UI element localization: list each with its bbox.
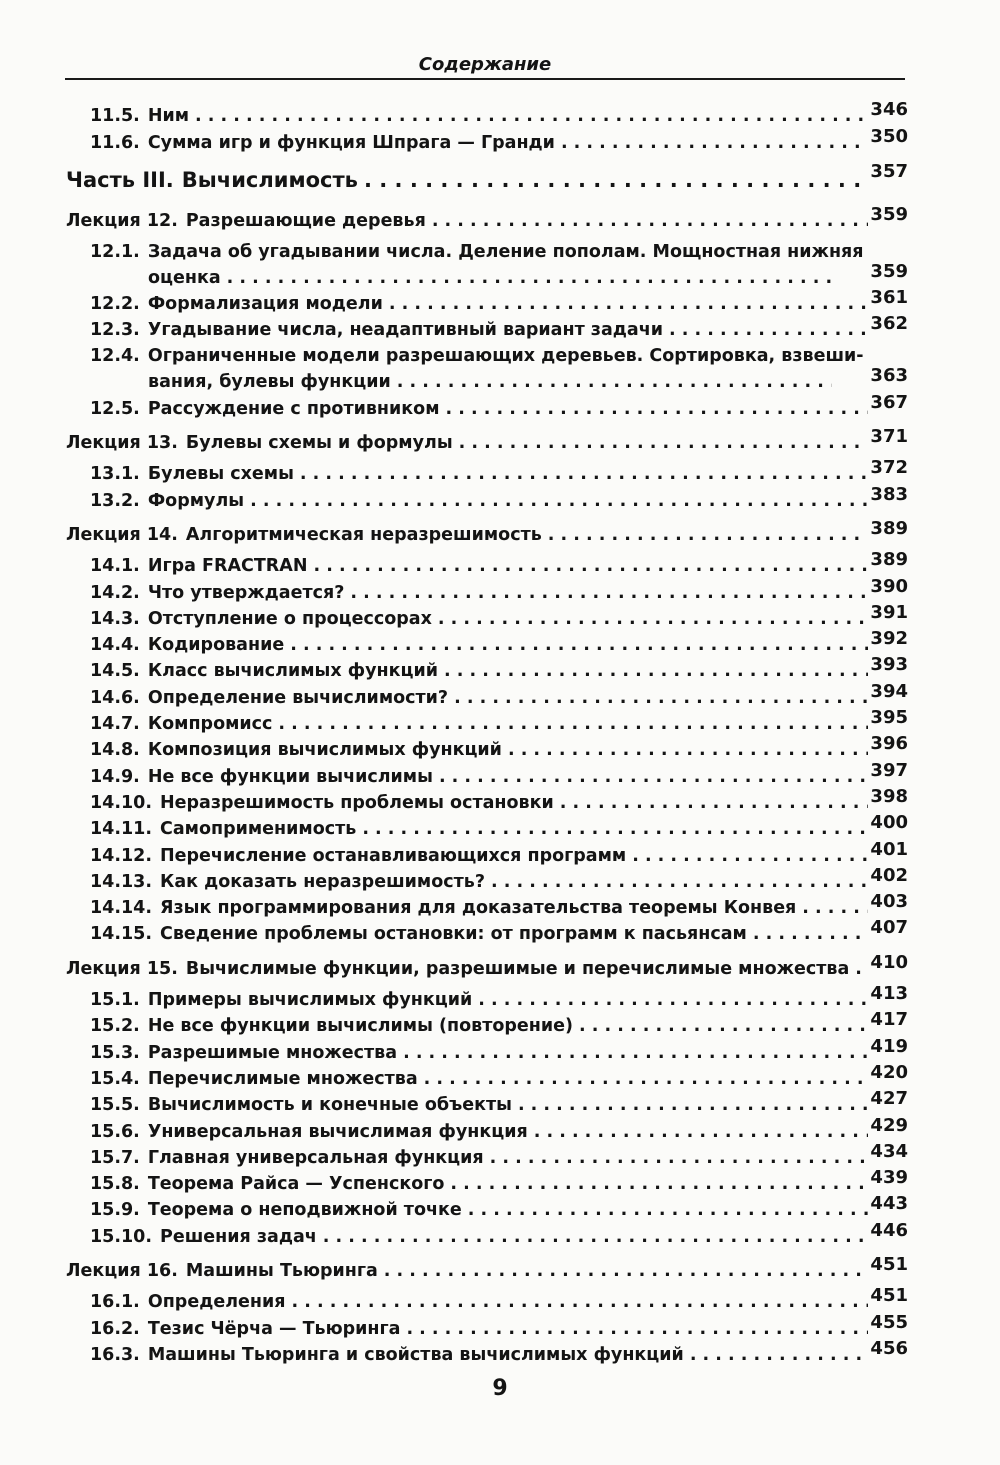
dot-leader [855, 956, 868, 982]
toc-entry-title: Решения задач [160, 1226, 317, 1247]
toc-entry-number: 16.1. [90, 1292, 140, 1313]
toc-entry-title: Перечислимые множества [147, 1068, 418, 1089]
dot-leader [534, 1119, 868, 1145]
toc-entry-page: 434 [870, 1140, 908, 1162]
toc-entry-number: 12.4. [90, 346, 140, 367]
dot-leader [518, 1092, 868, 1118]
toc-section-row [0, 313, 1000, 343]
toc-entry-title: Ним [147, 106, 190, 127]
dot-leader [364, 160, 868, 200]
toc-entry-page: 401 [870, 838, 908, 860]
toc-entry-page: 397 [870, 759, 908, 781]
toc-entry-title-continued: оценка [148, 267, 221, 288]
toc-entry-page: 389 [870, 517, 908, 539]
toc-section-row [0, 1311, 1000, 1341]
dot-leader [362, 816, 868, 842]
toc-entry-title: Формализация модели [147, 294, 383, 315]
toc-section-row [0, 983, 1000, 1013]
toc-entry-number: 15.1. [90, 990, 140, 1011]
dot-leader [313, 553, 868, 579]
toc-entry-title-continued: вания, булевы функции [148, 372, 391, 393]
toc-entry-page: 350 [870, 125, 908, 147]
toc-entry-page: 346 [870, 99, 908, 121]
toc-section-row [0, 917, 1000, 947]
toc-section-row [0, 239, 1000, 291]
toc-entry-title: Теорема Райса — Успенского [147, 1174, 445, 1195]
toc-entry-number: 14.14. [90, 898, 153, 919]
toc-entry-number: 12.1. [90, 241, 140, 262]
dot-leader [491, 869, 868, 895]
toc-lecture-row [0, 1253, 1000, 1284]
toc-section-row [0, 549, 1000, 579]
dot-leader [439, 764, 868, 790]
toc-entry-number: 15.8. [90, 1174, 140, 1195]
toc-entry-number: Лекция 15. [66, 958, 178, 979]
toc-entry-page: 451 [870, 1253, 908, 1275]
toc-entry-title: Компромисс [147, 714, 273, 735]
toc-section-row [0, 891, 1000, 921]
dot-leader [478, 987, 868, 1013]
toc-section-row [0, 391, 1000, 421]
dot-leader [291, 1289, 868, 1315]
toc-entry-number: 12.3. [90, 320, 140, 341]
dot-leader [384, 1258, 868, 1284]
toc-section-row [0, 1337, 1000, 1368]
dot-leader [278, 711, 868, 737]
toc-entry-number: 11.5. [90, 106, 140, 127]
toc-entry-number: 12.2. [90, 294, 140, 315]
toc-entry-number: 14.11. [90, 819, 153, 840]
toc-entry-page: 390 [870, 575, 908, 597]
toc-entry-number: 14.4. [90, 635, 140, 656]
toc-entry-page: 427 [870, 1088, 908, 1110]
toc-entry-title: Неразрешимость проблемы остановки [160, 792, 554, 813]
toc-entry-number: 16.2. [90, 1318, 140, 1339]
toc-entry-page: 451 [870, 1285, 908, 1307]
dot-leader [632, 843, 868, 869]
toc-entry-title: Тезис Чёрча — Тьюринга [147, 1318, 401, 1339]
toc-entry-number: 15.5. [90, 1095, 140, 1116]
toc-entry-number: Часть III. [66, 167, 174, 192]
toc-section-row [0, 575, 1000, 605]
toc-entry-number: 12.5. [90, 398, 140, 419]
toc-entry-page: 393 [870, 654, 908, 676]
toc-entry-number: 14.9. [90, 766, 140, 787]
toc-entry-page: 400 [870, 812, 908, 834]
toc-section-row [0, 1193, 1000, 1223]
toc-entry-title: Язык программирования для доказательства теоремы Конвея [160, 898, 797, 919]
toc-section-row [0, 785, 1000, 816]
toc-entry-title: Ограниченные модели разрешающих деревьев. Сортировка, взвеши- [147, 346, 864, 367]
dot-leader [444, 658, 868, 684]
toc-entry-number: 15.6. [90, 1121, 140, 1142]
toc-section-row [0, 1219, 1000, 1249]
toc-entry-title: Что утверждается? [147, 582, 345, 603]
dot-leader [424, 1066, 868, 1092]
toc-entry-title: Машины Тьюринга и свойства вычислимых функций [147, 1344, 684, 1365]
toc-entry-page: 420 [870, 1061, 908, 1083]
toc-section-row [0, 1114, 1000, 1144]
toc-entry-page: 395 [870, 707, 908, 729]
page-number: 9 [492, 1376, 508, 1401]
dot-leader [397, 369, 832, 395]
toc-entry-number: 14.6. [90, 687, 140, 708]
toc-entry-page: 398 [870, 785, 908, 807]
toc-entry-number: 13.2. [90, 490, 140, 511]
toc-entry-page: 455 [870, 1311, 908, 1333]
toc-entry-page: 357 [870, 160, 908, 182]
toc-entry-title: Главная универсальная функция [147, 1147, 484, 1168]
toc-entry-number: 14.5. [90, 661, 140, 682]
toc-entry-number: 14.12. [90, 845, 153, 866]
toc-entry-number: 14.7. [90, 714, 140, 735]
toc-entry-page: 361 [870, 287, 908, 309]
toc-entry-title: Игра FRACTRAN [147, 556, 308, 577]
toc-entry-page: 456 [870, 1337, 908, 1359]
toc-entry-page: 443 [870, 1193, 908, 1215]
toc-entry-title: Определение вычислимости? [147, 687, 449, 708]
toc-section-row [0, 707, 1000, 737]
toc-entry-number: 14.15. [90, 924, 153, 945]
toc-section-row [0, 287, 1000, 317]
toc-entry-title: Как доказать неразрешимость? [160, 871, 485, 892]
toc-entry-title: Сумма игр и функция Шпрага — Гранди [147, 132, 555, 153]
dot-leader [403, 1040, 868, 1066]
dot-leader [350, 580, 868, 606]
dot-leader [690, 1342, 868, 1368]
dot-leader [438, 606, 868, 632]
dot-leader [490, 1145, 868, 1171]
dot-leader [548, 522, 868, 548]
toc-section-row [0, 1140, 1000, 1171]
toc-entry-title: Кодирование [147, 635, 285, 656]
toc-section-row [0, 1285, 1000, 1315]
toc-section-row [0, 680, 1000, 710]
toc-section-row [0, 1009, 1000, 1039]
toc-entry-title: Вычислимость и конечные объекты [147, 1095, 512, 1116]
toc-section-row [0, 1088, 1000, 1118]
toc-entry-title: Сведение проблемы остановки: от программ к пасьянсам [160, 924, 747, 945]
toc-entry-number: Лекция 13. [66, 433, 178, 454]
toc-entry-title: Рассуждение с противником [147, 398, 440, 419]
dot-leader [468, 1197, 868, 1223]
toc-section-row [0, 457, 1000, 487]
dot-leader [802, 895, 868, 921]
toc-entry-number: 13.1. [90, 464, 140, 485]
toc-entry-page: 396 [870, 733, 908, 755]
table-of-contents [0, 99, 1000, 1368]
toc-entry-page: 413 [870, 983, 908, 1005]
toc-entry-page: 383 [870, 483, 908, 505]
toc-section-row [0, 343, 1000, 395]
toc-entry-page: 359 [870, 203, 908, 225]
dot-leader [195, 103, 868, 129]
dot-leader [459, 430, 868, 456]
dot-leader [508, 737, 868, 763]
toc-entry-number: 15.10. [90, 1226, 153, 1247]
toc-entry-title: Примеры вычислимых функций [147, 990, 473, 1011]
toc-entry-title: Формулы [147, 490, 245, 511]
toc-entry-page: 372 [870, 457, 908, 479]
toc-entry-number: 15.7. [90, 1147, 140, 1168]
toc-entry-number: 14.2. [90, 582, 140, 603]
dot-leader [227, 265, 832, 291]
toc-section-row [0, 812, 1000, 842]
toc-section-row [0, 1167, 1000, 1197]
dot-leader [290, 632, 868, 658]
toc-entry-number: 14.13. [90, 871, 153, 892]
toc-entry-page: 394 [870, 680, 908, 702]
toc-entry-title: Угадывание числа, неадаптивный вариант задачи [147, 320, 664, 341]
toc-entry-page: 403 [870, 891, 908, 913]
toc-lecture-row [0, 517, 1000, 548]
toc-entry-page: 402 [870, 864, 908, 886]
toc-entry-title: Разрешимые множества [147, 1042, 398, 1063]
toc-entry-number: Лекция 14. [66, 524, 178, 545]
toc-entry-title: Разрешающие деревья [185, 210, 426, 231]
toc-section-row [0, 125, 1000, 155]
dot-leader [250, 488, 868, 514]
toc-entry-page: 446 [870, 1219, 908, 1241]
toc-entry-page: 359 [870, 260, 908, 282]
dot-leader [406, 1316, 868, 1342]
dot-leader [753, 921, 868, 947]
dot-leader [389, 291, 868, 317]
toc-entry-number: Лекция 12. [66, 210, 178, 231]
toc-section-row [0, 759, 1000, 789]
toc-section-row [0, 733, 1000, 763]
dot-leader [446, 396, 869, 422]
header-rule [65, 78, 905, 80]
dot-leader [450, 1171, 868, 1197]
dot-leader [561, 130, 868, 156]
toc-entry-title: Вычислимость [181, 167, 358, 192]
toc-section-row [0, 654, 1000, 684]
toc-entry-title: Задача об угадывании числа. Деление пополам. Мощностная нижняя [147, 241, 864, 262]
toc-entry-number: 15.9. [90, 1200, 140, 1221]
toc-part-row [0, 160, 1000, 200]
toc-entry-title: Самоприменимость [160, 819, 357, 840]
toc-entry-page: 391 [870, 601, 908, 623]
toc-lecture-row [0, 426, 1000, 456]
toc-entry-number: Лекция 16. [66, 1260, 178, 1281]
toc-entry-title: Не все функции вычислимы (повторение) [147, 1016, 573, 1037]
toc-entry-page: 407 [870, 917, 908, 939]
toc-entry-title: Класс вычислимых функций [147, 661, 438, 682]
dot-leader [323, 1224, 868, 1250]
toc-entry-page: 362 [870, 313, 908, 335]
dot-leader [669, 317, 868, 343]
toc-section-row [0, 601, 1000, 632]
toc-entry-page: 367 [870, 391, 908, 413]
toc-entry-title: Отступление о процессорах [147, 608, 432, 629]
toc-entry-title: Вычислимые функции, разрешимые и перечислимые множества [185, 958, 850, 979]
toc-entry-title: Перечисление останавливающихся программ [160, 845, 627, 866]
toc-entry-page: 389 [870, 549, 908, 571]
running-header: Содержание [418, 54, 552, 75]
toc-entry-title: Теорема о неподвижной точке [147, 1200, 462, 1221]
toc-entry-page: 417 [870, 1009, 908, 1031]
toc-entry-page: 392 [870, 628, 908, 650]
toc-entry-number: 16.3. [90, 1344, 140, 1365]
toc-entry-title: Булевы схемы и формулы [185, 433, 453, 454]
toc-section-row [0, 628, 1000, 658]
toc-entry-page: 419 [870, 1035, 908, 1057]
toc-entry-number: 14.3. [90, 608, 140, 629]
toc-entry-page: 371 [870, 426, 908, 448]
toc-section-row [0, 864, 1000, 895]
toc-lecture-row [0, 203, 1000, 234]
toc-entry-title: Универсальная вычислимая функция [147, 1121, 528, 1142]
toc-section-row [0, 483, 1000, 513]
toc-entry-title: Определения [147, 1292, 286, 1313]
toc-entry-title: Машины Тьюринга [185, 1260, 378, 1281]
toc-section-row [0, 838, 1000, 868]
toc-entry-number: 15.2. [90, 1016, 140, 1037]
toc-entry-title: Композиция вычислимых функций [147, 740, 502, 761]
toc-entry-number: 15.3. [90, 1042, 140, 1063]
toc-entry-title: Алгоритмическая неразрешимость [185, 524, 542, 545]
dot-leader [432, 208, 868, 234]
toc-entry-page: 410 [870, 951, 908, 973]
dot-leader [579, 1013, 868, 1039]
toc-entry-page: 429 [870, 1114, 908, 1136]
toc-entry-title: Булевы схемы [147, 464, 294, 485]
toc-entry-number: 14.8. [90, 740, 140, 761]
dot-leader [560, 790, 868, 816]
toc-entry-number: 11.6. [90, 132, 140, 153]
toc-entry-number: 14.10. [90, 792, 153, 813]
toc-section-row [0, 1061, 1000, 1092]
toc-entry-number: 15.4. [90, 1068, 140, 1089]
dot-leader [300, 461, 868, 487]
toc-section-row [0, 99, 1000, 129]
toc-section-row [0, 1035, 1000, 1065]
dot-leader [454, 685, 868, 711]
toc-entry-page: 363 [870, 365, 908, 387]
toc-entry-page: 439 [870, 1167, 908, 1189]
toc-entry-number: 14.1. [90, 556, 140, 577]
toc-entry-title: Не все функции вычислимы [147, 766, 433, 787]
toc-lecture-row [0, 951, 1000, 981]
